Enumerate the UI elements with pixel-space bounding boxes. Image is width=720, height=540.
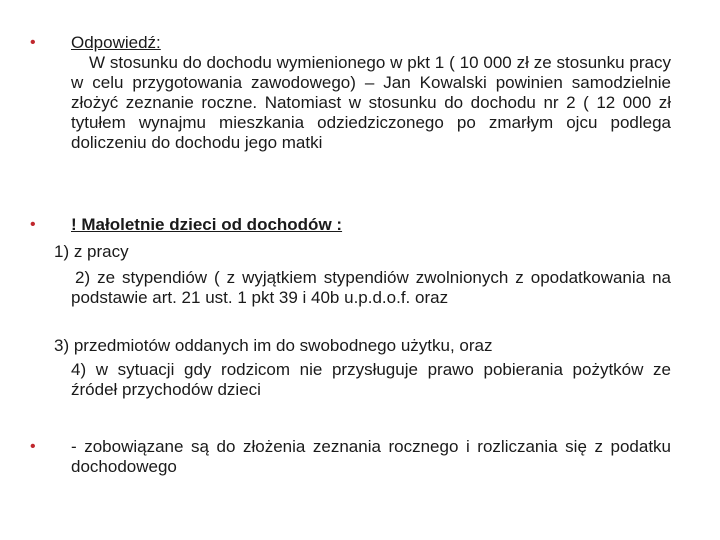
minors-item-3: 3) przedmiotów oddanych im do swobodnego użytku, oraz xyxy=(54,336,493,355)
minors-heading-block xyxy=(71,215,671,235)
answer-paragraph: W stosunku do dochodu wymienionego w pkt 1 ( 10 000 zł ze stosunku pracy w celu przygotowania zawodowego) – Jan Kowalski powinien samodzielnie złożyć zeznanie roczne. Natomiast w stosunku do dochodu nr 2 ( 12 000 zł tytułem wynajmu mieszkania odziedziczonego po zmarłym ojcu podlega doliczeniu do dochodu jego matki xyxy=(71,53,671,152)
bullet-icon: • xyxy=(30,34,36,51)
bullet-icon: • xyxy=(30,216,36,233)
minors-item-1: 1) z pracy xyxy=(54,242,129,261)
minors-item-4: 4) w sytuacji gdy rodzicom nie przysługuje prawo pobierania pożytków ze źródeł przychodów dzieci xyxy=(71,360,671,399)
obligation-text: - zobowiązane są do złożenia zeznania rocznego i rozliczania się z podatku dochodowego xyxy=(71,437,671,476)
minors-item-2: 2) ze stypendiów ( z wyjątkiem stypendiów zwolnionych z opodatkowania na podstawie art. 21 ust. 1 pkt 39 i 40b u.p.d.o.f. oraz xyxy=(71,268,671,307)
bullet-icon: • xyxy=(30,438,36,455)
answer-section xyxy=(71,33,671,153)
answer-heading: Odpowiedź: xyxy=(71,33,161,52)
minors-heading: ! Małoletnie dzieci od dochodów : xyxy=(71,215,343,234)
